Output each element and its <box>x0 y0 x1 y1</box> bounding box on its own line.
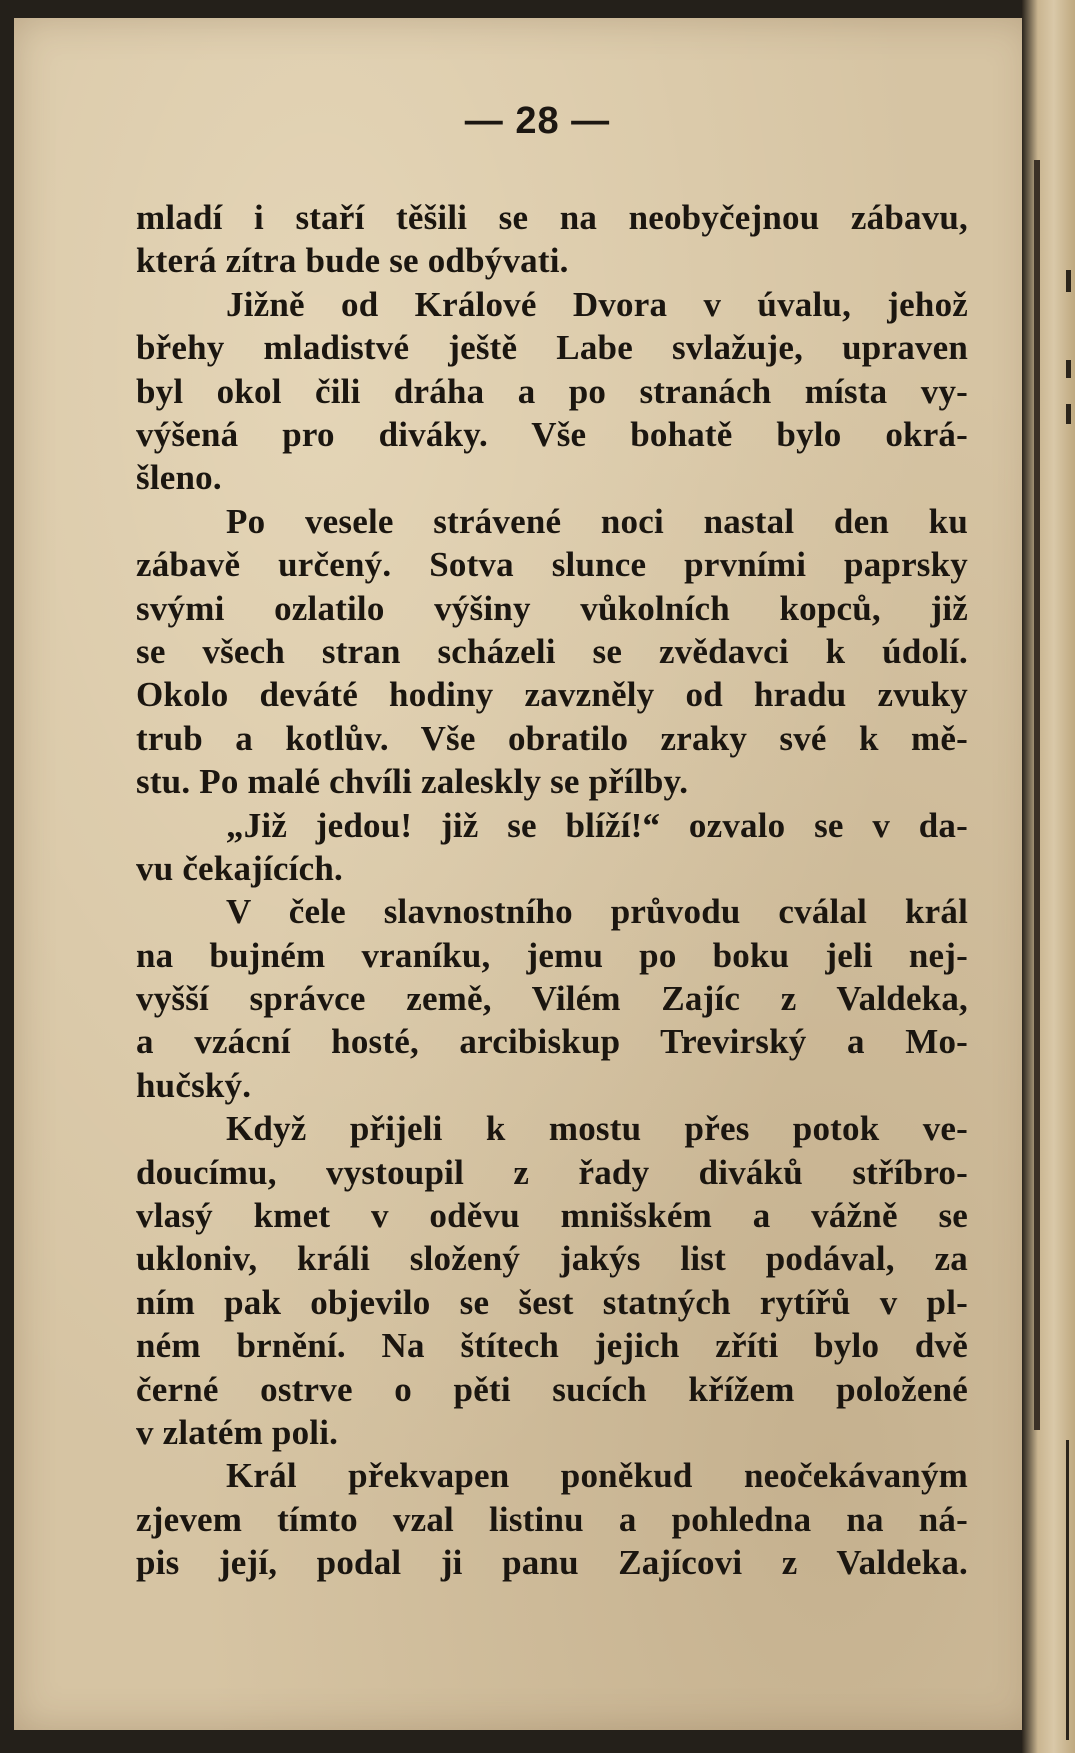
text-line: černé ostrve o pěti sucích křížem položené <box>136 1369 968 1409</box>
text-line: která zítra bude se odbývati. <box>136 241 569 281</box>
gutter-mark <box>1066 360 1071 378</box>
text-line: a vzácní hosté, arcibiskup Trevirský a Mo- <box>136 1022 968 1062</box>
text-line: byl okol čili dráha a po stranách místa vy- <box>136 371 968 411</box>
body-text <box>136 196 968 1585</box>
text-line: zábavě určený. Sotva slunce prvními paprsky <box>136 545 968 585</box>
text-line: svými ozlatilo výšiny vůkolních kopců, již <box>136 588 968 628</box>
text-line: výšená pro diváky. Vše bohatě bylo okrá- <box>136 414 968 454</box>
gutter-mark <box>1066 270 1071 292</box>
text-line: ném brnění. Na štítech jejich zříti bylo dvě <box>136 1326 968 1366</box>
text-line: břehy mladistvé ještě Labe svlažuje, upraven <box>136 328 968 368</box>
text-line: trub a kotlův. Vše obratilo zraky své k mě- <box>136 718 968 758</box>
gutter-mark <box>1066 1440 1069 1740</box>
page-number: — 28 — <box>464 100 611 142</box>
text-line: se všech stran scházeli se zvědavci k údolí. <box>136 631 968 671</box>
text-line: ním pak objevilo se šest statných rytířů v pl- <box>136 1282 968 1322</box>
text-line: stu. Po malé chvíli zaleskly se přílby. <box>136 762 689 802</box>
text-line: Když přijeli k mostu přes potok ve- <box>226 1109 968 1149</box>
text-line: šleno. <box>136 458 222 498</box>
text-line: Král překvapen poněkud neočekávaným <box>226 1456 968 1496</box>
text-line: Jižně od Králové Dvora v úvalu, jehož <box>226 284 968 324</box>
gutter-mark <box>1066 404 1071 424</box>
text-line: ukloniv, králi složený jakýs list podával, za <box>136 1239 968 1279</box>
text-line: mladí i staří těšili se na neobyčejnou zábavu, <box>136 198 968 237</box>
text-line: vu čekajících. <box>136 848 343 888</box>
text-line: V čele slavnostního průvodu cválal král <box>226 892 968 932</box>
text-line: „Již jedou! již se blíží!“ ozvalo se v da- <box>226 805 968 845</box>
gutter-shadow-line <box>1034 160 1040 1430</box>
text-line: vyšší správce země, Vilém Zajíc z Valdeka, <box>136 979 968 1019</box>
text-line: hučský. <box>136 1065 252 1105</box>
text-line: zjevem tímto vzal listinu a pohledna na ná- <box>136 1499 968 1539</box>
text-line: pis její, podal ji panu Zajícovi z Valdeka. <box>136 1543 968 1583</box>
text-line: vlasý kmet v oděvu mnišském a vážně se <box>136 1196 968 1236</box>
text-line: doucímu, vystoupil z řady diváků stříbro- <box>136 1152 968 1192</box>
text-line: na bujném vraníku, jemu po boku jeli nej- <box>136 935 968 975</box>
text-line: Okolo deváté hodiny zavzněly od hradu zvuky <box>136 675 968 715</box>
text-line: v zlatém poli. <box>136 1413 339 1453</box>
text-line: Po vesele strávené noci nastal den ku <box>226 501 968 541</box>
